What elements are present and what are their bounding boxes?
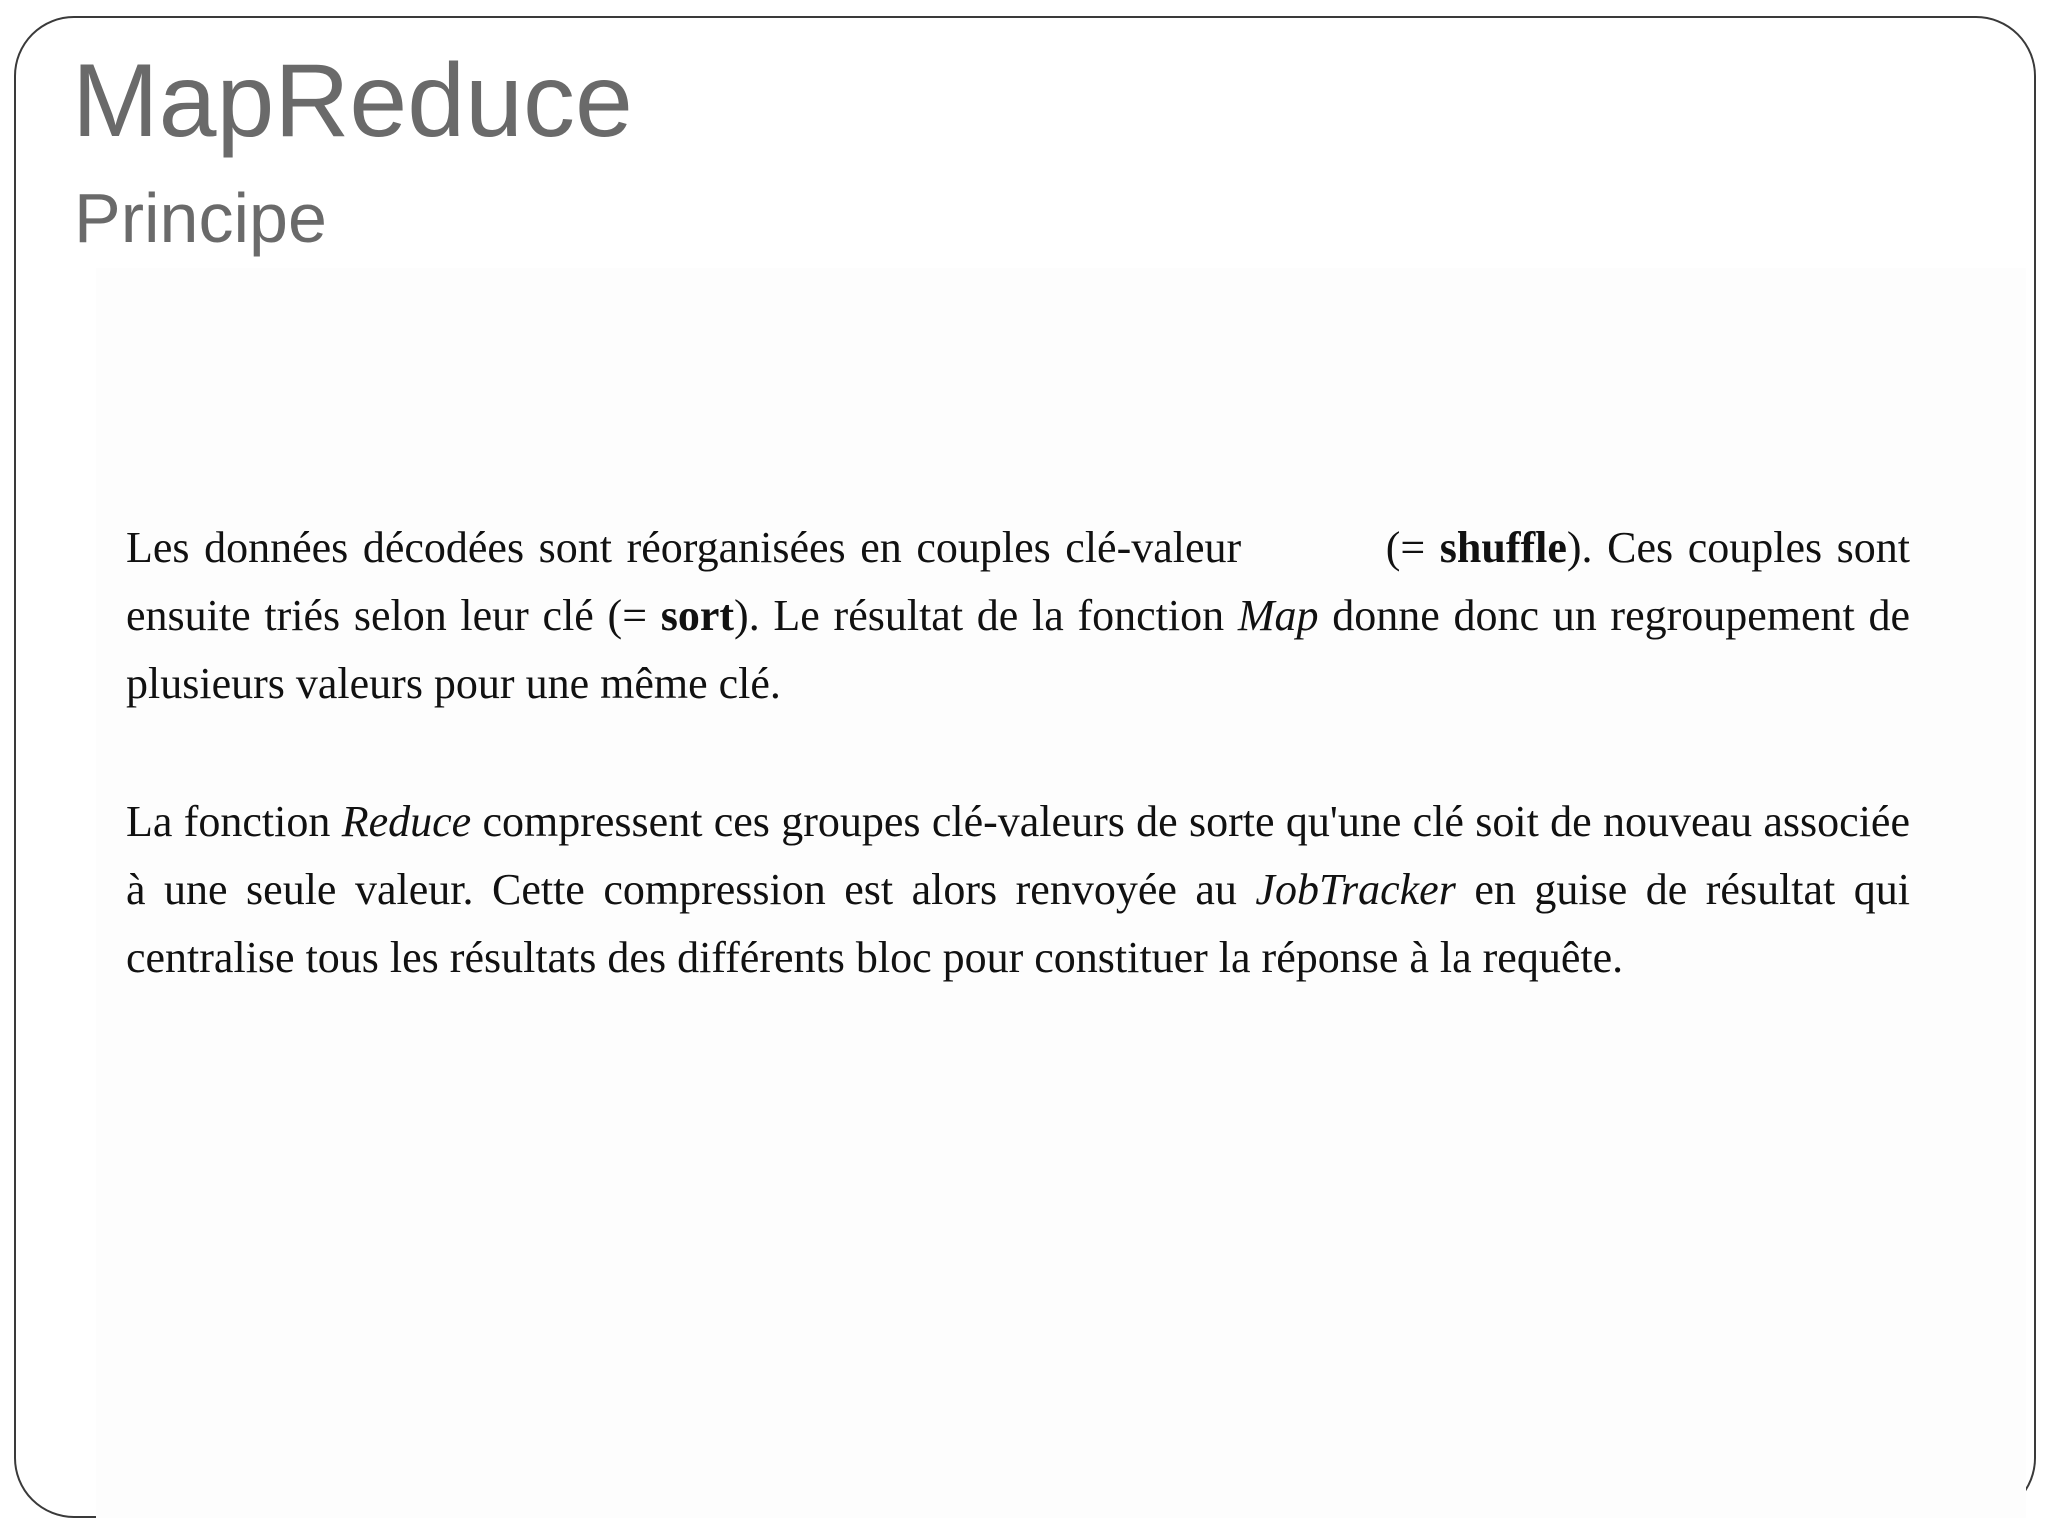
term-shuffle: shuffle [1439,523,1567,572]
p1-text-2: (= [1371,523,1440,572]
term-map: Map [1237,591,1319,640]
paragraph-reduce [126,788,1910,992]
p1-text-1: Les données décodées sont réorganisées en couples clé-valeur [126,523,1242,572]
term-sort: sort [660,591,735,640]
p2-text-2: compressent ces groupes clé-valeurs de sorte qu'une clé soit de nouveau associée à une seule valeur. Cette compression est alors renvoyée au [126,797,1910,914]
slide-subtitle: Principe [74,179,327,257]
p1-text-5: donne donc un regroupement de plusieurs valeurs pour une même clé. [126,591,1911,708]
p1-text-3: ). Ces couples sont ensuite triés selon leur clé (= [126,523,1911,640]
term-jobtracker: JobTracker [1255,865,1456,914]
term-reduce: Reduce [341,797,472,846]
p1-text-4: ). Le résultat de la fonction [734,591,1238,640]
slide-body [126,514,1910,992]
p2-text-1: La fonction [126,797,342,846]
p2-text-3: en guise de résultat qui centralise tous les résultats des différents bloc pour constituer la réponse à la requête. [126,865,1910,982]
slide-title: MapReduce [72,43,633,159]
paragraph-shuffle-sort [126,514,1910,718]
